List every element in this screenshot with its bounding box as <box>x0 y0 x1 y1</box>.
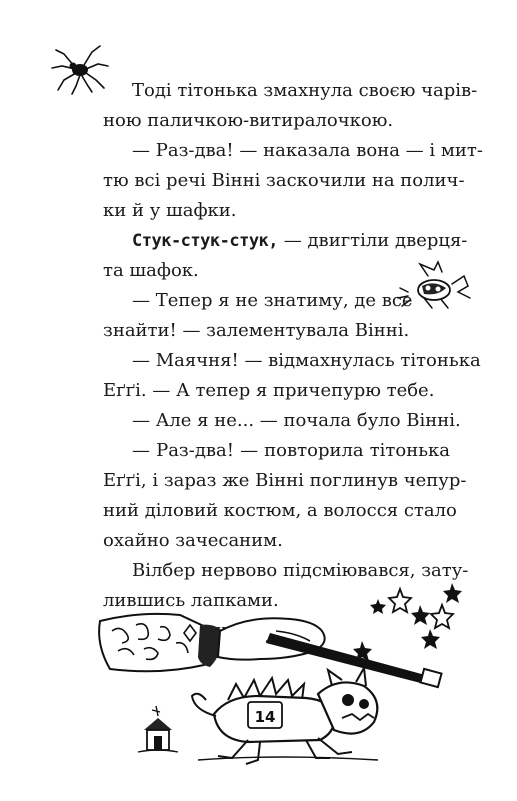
text-line: та шафок. <box>103 260 199 281</box>
text-line: Тоді тітонька змахнула своєю чарів- <box>132 80 478 101</box>
text-line: Еґґі. — А тепер я причепурю тебе. <box>103 380 435 401</box>
text-line: — Раз-два! — наказала вона — і мит- <box>132 140 483 161</box>
text-line: Вілбер нервово підсміювався, зату- <box>132 560 469 581</box>
cat-illustration <box>188 660 388 770</box>
text-line: — Але я не... — почала було Вінні. <box>132 410 461 431</box>
text-line: ки й у шафки. <box>103 200 237 221</box>
star-icon <box>353 583 462 661</box>
spider-icon <box>50 44 110 94</box>
text-line: Еґґі, і зараз же Вінні поглинув чепур- <box>103 470 467 491</box>
text-fragment: — двигтіли дверця- <box>278 230 468 251</box>
text-line: тю всі речі Вінні заскочили на полич- <box>103 170 465 191</box>
sound-effect-text: Стук-стук-стук, <box>132 231 279 251</box>
house-icon <box>138 706 178 756</box>
text-line: ний діловий костюм, а волосся стало <box>103 500 457 521</box>
text-line: — Тепер я не знатиму, де все <box>132 290 413 311</box>
text-line: знайти! — залементувала Вінні. <box>103 320 410 341</box>
text-line: лившись лапками. <box>103 590 279 611</box>
text-line: охайно зачесаним. <box>103 530 283 551</box>
text-line: — Маячня! — відмахнулась тітонька <box>132 350 481 371</box>
page-number: 14 <box>254 708 276 726</box>
text-line: — Раз-два! — повторила тітонька <box>132 440 450 461</box>
flying-bug-icon <box>398 262 470 310</box>
text-line <box>132 230 468 252</box>
text-line: ною паличкою-витиралочкою. <box>103 110 394 131</box>
